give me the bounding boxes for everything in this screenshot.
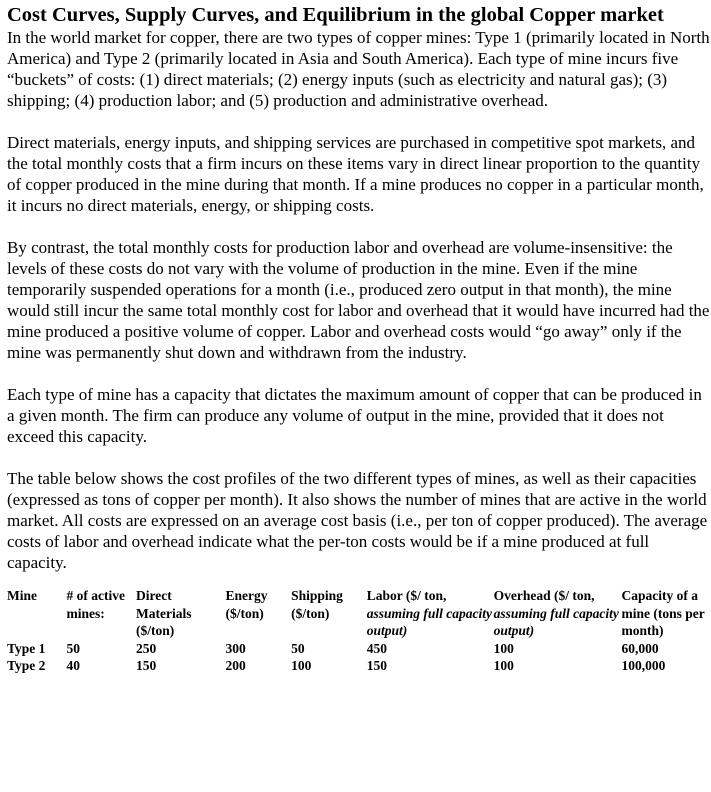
paragraph-intro: In the world market for copper, there are two types of copper mines: Type 1 (primarily located in North America) and Type 2 (primarily located in Asia and South America). Each type of mine incurs five “buckets” of costs: (1) direct materials; (2) energy inputs (such as electricity and natural gas); (3) shipping; (4) production labor; and (5) production and administrative overhead. bbox=[7, 28, 710, 110]
page-title: Cost Curves, Supply Curves, and Equilibrium in the global Copper market bbox=[7, 4, 664, 26]
cell-active: 40 bbox=[66, 658, 81, 673]
header-overhead bbox=[494, 587, 622, 640]
paragraph-fixed-costs: By contrast, the total monthly costs for production labor and overhead are volume-insensitive: the levels of these costs do not vary with the volume of production in the mine. Even if the mine temporarily suspended operations for a month (i.e., produced zero output in that month), the mine would still incur the same total monthly cost for labor and overhead that it would have incurred had the mine produced a positive volume of copper. Labor and overhead costs would “go away” only if the mine was permanently shut down and withdrawn from the industry. bbox=[7, 238, 710, 362]
cell-shipping: 100 bbox=[291, 658, 312, 673]
cell-capacity: 60,000 bbox=[621, 640, 659, 656]
cell-shipping: 50 bbox=[291, 640, 305, 656]
cell-labor: 150 bbox=[366, 658, 388, 673]
cell-mine: Type 1 bbox=[7, 640, 46, 656]
header-overhead-italic: assuming full capacity output) bbox=[493, 605, 619, 638]
cell-labor: 450 bbox=[366, 640, 388, 656]
cell-active: 50 bbox=[66, 640, 81, 656]
cell-overhead: 100 bbox=[493, 658, 514, 673]
table-header-row bbox=[7, 587, 711, 640]
mine-cost-table bbox=[7, 587, 711, 675]
header-labor-italic: assuming full capacity output) bbox=[366, 605, 493, 638]
header-energy: Energy ($/ton) bbox=[225, 588, 268, 621]
paragraph-table-intro: The table below shows the cost profiles of the two different types of mines, as well as their capacities (expressed as tons of copper per month). It also shows the number of mines that are active in the world market. All costs are expressed on an average cost basis (i.e., per ton of copper produced). The average costs of labor and overhead indicate what the per-ton costs would be if a mine produced at full capacity. bbox=[7, 469, 708, 572]
cell-direct: 150 bbox=[136, 658, 157, 673]
paragraph-variable-costs: Direct materials, energy inputs, and shipping services are purchased in competitive spot markets, and the total monthly costs that a firm incurs on these items vary in direct linear proportion to the quantity of copper produced in the mine during that month. If a mine produces no copper in a particular month, it incurs no direct materials, energy, or shipping costs. bbox=[7, 133, 704, 215]
cell-overhead: 100 bbox=[493, 640, 514, 656]
header-labor bbox=[367, 587, 494, 640]
header-mine: Mine bbox=[7, 588, 37, 603]
header-capacity: Capacity of a mine (tons per month) bbox=[621, 588, 705, 638]
table-row bbox=[7, 640, 711, 658]
header-labor-main: Labor ($/ ton, bbox=[366, 588, 447, 603]
header-overhead-main: Overhead ($/ ton, bbox=[493, 588, 595, 603]
cell-energy: 300 bbox=[225, 640, 246, 656]
cell-capacity: 100,000 bbox=[621, 658, 666, 673]
header-active-mines: # of active mines: bbox=[66, 588, 126, 621]
table-row bbox=[7, 657, 711, 675]
header-direct-materials: Direct Materials ($/ton) bbox=[136, 588, 192, 638]
cell-energy: 200 bbox=[225, 658, 246, 673]
header-shipping: Shipping ($/ton) bbox=[291, 588, 343, 621]
paragraph-capacity: Each type of mine has a capacity that dictates the maximum amount of copper that can be produced in a given month. The firm can produce any volume of output in the mine, provided that it does not exceed this capacity. bbox=[7, 385, 702, 446]
cell-mine: Type 2 bbox=[7, 658, 46, 673]
cell-direct: 250 bbox=[136, 640, 157, 656]
